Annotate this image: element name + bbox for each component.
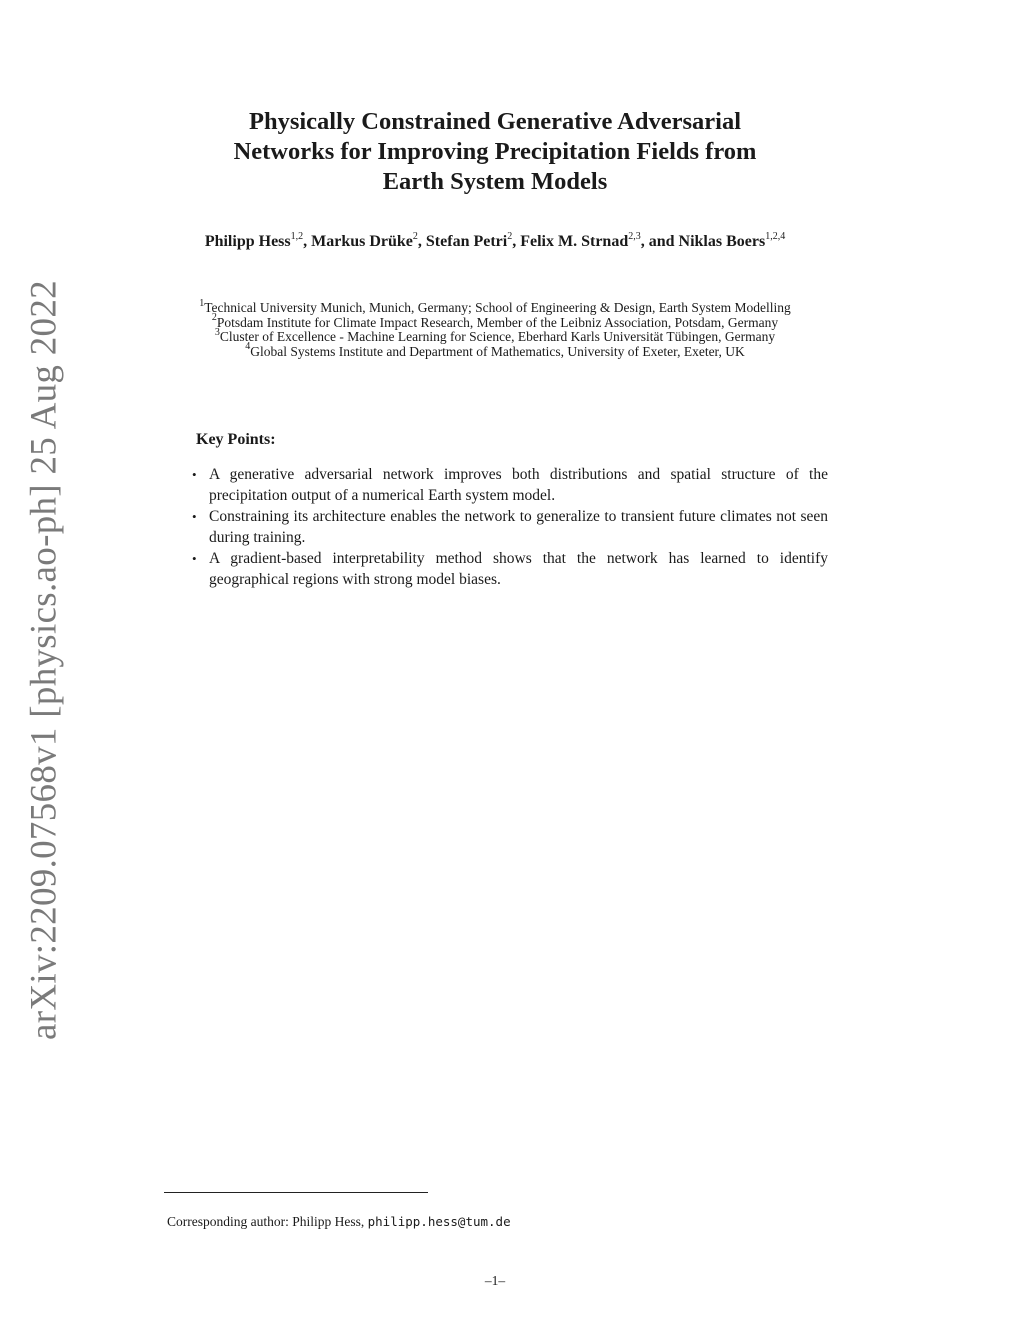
key-point-item: • Constraining its architecture enables the network to generalize to transient future climates not seen during training. bbox=[192, 508, 828, 546]
author-list bbox=[160, 231, 830, 252]
affiliation: $^4$Global Systems Institute and Department of Mathematics, University of Exeter, Exeter, UK bbox=[245, 341, 745, 359]
paper-title bbox=[170, 107, 820, 197]
title-line-2: Networks for Improving Precipitation Fields from bbox=[233, 138, 757, 165]
footnote-divider bbox=[164, 1192, 428, 1193]
arxiv-identifier-stamp: arXiv:2209.07568v1 [physics.ao-ph] 25 Aug 2022 bbox=[23, 280, 65, 1040]
bullet-icon: • bbox=[192, 467, 197, 482]
author: Felix M. Strnad$^{2,3}$, and bbox=[520, 230, 679, 250]
key-point-item: • A generative adversarial network improves both distributions and spatial structure of the precipitation output of a numerical Earth system model. bbox=[192, 466, 828, 504]
affiliation-list bbox=[150, 297, 840, 359]
author: Stefan Petri$^2$, bbox=[425, 230, 521, 250]
affiliation: $^3$Cluster of Excellence - Machine Learning for Science, Eberhard Karls Universität Tübingen, Germany bbox=[214, 326, 776, 344]
author-email: philipp.hess@tum.de bbox=[367, 1214, 511, 1229]
key-points-heading: Key Points: bbox=[196, 431, 276, 448]
affiliation: $^1$Technical University Munich, Munich, Germany; School of Engineering & Design, Earth System Modelling bbox=[199, 297, 791, 315]
footnote-label: Corresponding author: Philipp Hess, bbox=[167, 1214, 368, 1229]
page-number: –1– bbox=[484, 1273, 506, 1288]
bullet-icon: • bbox=[192, 551, 197, 566]
corresponding-author-footnote bbox=[167, 1214, 511, 1230]
author: Markus Drüke$^2$, bbox=[311, 230, 426, 250]
key-point-item: • A gradient-based interpretability method shows that the network has learned to identify geographical regions with strong model biases. bbox=[192, 550, 828, 588]
author: Philipp Hess$^{1,2}$, bbox=[204, 230, 312, 250]
key-points-list bbox=[190, 465, 828, 591]
author: Niklas Boers$^{1,2,4}$ bbox=[678, 230, 786, 250]
affiliation: $^2$Potsdam Institute for Climate Impact Research, Member of the Leibniz Association, Potsdam, Germany bbox=[211, 312, 779, 330]
title-line-1: Physically Constrained Generative Adversarial bbox=[249, 108, 741, 135]
bullet-icon: • bbox=[192, 509, 197, 524]
title-line-3: Earth System Models bbox=[382, 168, 608, 195]
